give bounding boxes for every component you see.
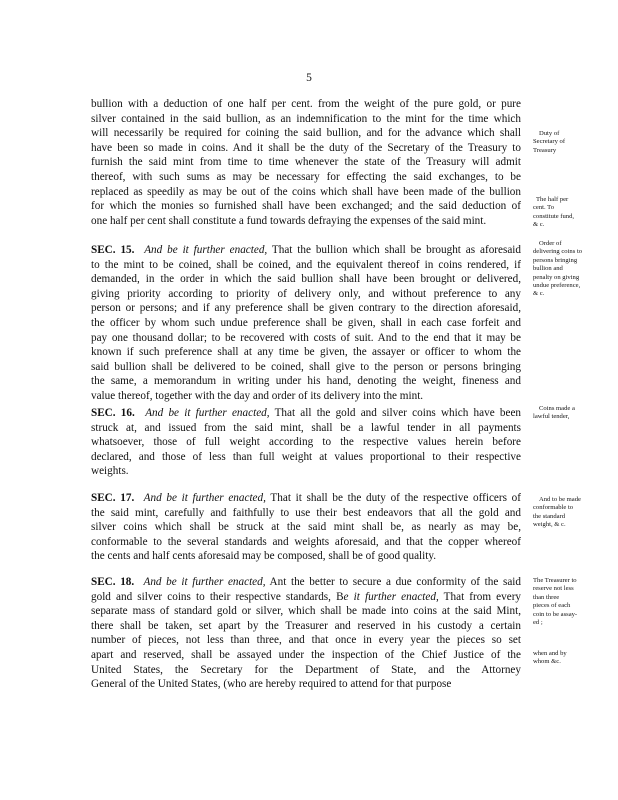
text-line: furnish the said mint from time to time whenever the state of the Treasury will admit [91, 156, 521, 169]
text-line: separate mass of standard gold or silver, which shall be made into coins at the said Mint, [91, 605, 521, 618]
section-heading: SEC. 17. [91, 492, 135, 504]
enacting-clause: And be it further enacted, [144, 244, 268, 256]
section-17 [91, 491, 521, 564]
section-first-line [91, 243, 521, 258]
section-16 [91, 406, 521, 479]
note-line: Treasury [533, 146, 557, 154]
text-line: General of the United States, (who are hereby required to attend for that purpose [91, 678, 452, 691]
text-line: United States, the Secretary for the Department of State, and the Attorney [91, 663, 521, 676]
note-line: conformable to [533, 504, 574, 512]
note-line: lawful tender, [533, 413, 570, 421]
section-first-line [91, 491, 521, 506]
note-line: when and by [533, 650, 567, 657]
text-line: conformable to the several standards and weights aforesaid, and that the copper whereof [91, 535, 521, 548]
note-line: penalty on giving [533, 273, 580, 281]
note-line: & c. [533, 221, 545, 229]
note-line: The Treasurer to [533, 577, 577, 584]
section-18 [91, 575, 521, 692]
note-line: bullion and [533, 265, 563, 273]
text-line: number of pieces, not less than three, and that once in every year the pieces so set [91, 634, 521, 647]
note-line: The half per [536, 196, 569, 203]
section-15 [91, 243, 521, 404]
text-line: will necessarily be required for coining the said bullion, and for the advance which shall [91, 127, 521, 140]
text-line: declared, and those of less than full weight at values proportional to their respective [91, 450, 521, 463]
note-line: Coins made a [539, 405, 575, 412]
note-line: persons bringing [533, 256, 578, 264]
text-line: giving priority according to priority of delivery only, and without preference to any [91, 287, 521, 300]
note-line: weight, & c. [533, 521, 566, 529]
margin-note-order-of-delivering [533, 240, 595, 299]
note-line: Secretary of [533, 138, 566, 146]
text-line: the said mint, carefully and faithfully to use their best endeavors that all the gold and [91, 506, 521, 519]
text-line: silver contained in the said bullion, as an indemnification to the mint for the time which [91, 112, 521, 125]
enacting-clause: And be it further enacted, [143, 576, 266, 588]
text-line: the same, a memorandum in writing under his hand, denoting the weight, fineness and [91, 375, 521, 388]
margin-note-lawful-tender [533, 405, 595, 422]
margin-note-duty [533, 130, 595, 155]
section-first-line [91, 575, 521, 590]
note-line: reserve not less [533, 585, 574, 593]
text-line: to the mint to be coined, shall be coined, and the equivalent thereof in coins rendered, if [91, 258, 521, 271]
text-line [91, 590, 521, 605]
text-line: one half per cent shall constitute a fund towards defraying the expenses of the said mint. [91, 214, 487, 227]
text-line: the cents and half cents aforesaid may be composed, shall be of good quality. [91, 550, 437, 563]
margin-note-half-per-cent [533, 196, 595, 230]
text-line: person or persons; and if any preference shall be given contrary to the direction aforesaid, [91, 302, 521, 315]
section-text: That all the gold and silver coins which have been [269, 407, 521, 419]
section-first-line [91, 406, 521, 421]
note-line: delivering coins to [533, 248, 583, 256]
margin-note-conformable [533, 496, 595, 530]
text-line: replaced as speedily as may be out of the coins which shall have been made of the bullion [91, 185, 521, 198]
note-line: Order of [539, 240, 562, 247]
page-number: 5 [306, 72, 312, 84]
section-text: That it shall be the duty of the respective officers of [265, 492, 522, 504]
margin-note-treasurer-reserve [533, 577, 595, 627]
enacting-clause: And be it further enacted, [143, 492, 266, 504]
text-line: value thereof, together with the day and order of its delivery into the mint. [91, 389, 424, 402]
note-line: And to be made [539, 496, 581, 503]
note-line: constitute fund, [533, 212, 575, 220]
note-line: ed ; [533, 619, 543, 627]
text-fragment: That from every [438, 590, 522, 603]
text-line: bullion with a deduction of one half per cent. from the weight of the pure gold, or pure [91, 98, 521, 110]
text-line: known if such preference shall at any time be given, the assayer or officer to whom the [91, 346, 521, 359]
note-line: cent. To [533, 204, 555, 212]
note-line: Duty of [539, 130, 560, 137]
text-line: the officer by whom such undue preference shall be given, shall in each case forfeit and [91, 316, 521, 329]
note-line: & c. [533, 290, 545, 298]
text-line: demanded, in the order in which the said bullion shall have been brought or delivered, [91, 273, 521, 286]
section-heading: SEC. 18. [91, 576, 135, 588]
section-heading: SEC. 15. [91, 244, 135, 256]
text-fragment: gold and silver coins to their respective standards, B [91, 590, 344, 603]
text-line: for which the monies so furnished shall have been exchanged; and the said deduction of [91, 200, 521, 213]
note-line: the standard [533, 512, 566, 520]
text-line: said bullion shall be delivered to be coined, shall give to the person or persons bringing [91, 360, 521, 373]
text-line: apart and reserved, shall be assayed under the inspection of the Chief Justice of the [91, 648, 521, 661]
text-line: struck at, and issued from the said mint, shall be a lawful tender in all payments [91, 421, 521, 434]
text-line: weights. [91, 465, 129, 478]
text-line: whatsoever, those of full weight according to the respective values herein before [91, 436, 521, 449]
margin-note-when-and-by-whom [533, 650, 595, 667]
section-heading: SEC. 16. [91, 407, 135, 419]
note-line: whom &c. [533, 658, 561, 666]
section-text: That the bullion which shall be brought as aforesaid [267, 244, 521, 256]
intro-paragraph [91, 97, 521, 228]
note-line: undue preference, [533, 282, 581, 290]
text-line: silver coins which shall be struck at the said mint shall be, as nearly as may be, [91, 521, 521, 534]
text-line: there shall be taken, set apart by the Treasurer and reserved in his custody a certain [91, 619, 521, 632]
text-line: thereof, with such sums as may be necessary for effecting the said exchanges, to be [91, 170, 521, 183]
note-line: pieces of each [533, 602, 571, 610]
enacting-clause: e it further enacted, [343, 590, 439, 603]
note-line: coin to be assay- [533, 610, 578, 618]
text-line: pay one thousand dollar; to be recovered with costs of suit. And to the end that it may be [91, 331, 521, 344]
section-text: Ant the better to secure a due conformity of the said [265, 576, 522, 588]
enacting-clause: And be it further enacted, [145, 407, 270, 419]
note-line: than three [533, 593, 560, 601]
text-line: have been so made in coins. And it shall be the duty of the Secretary of the Treasury to [91, 141, 521, 154]
